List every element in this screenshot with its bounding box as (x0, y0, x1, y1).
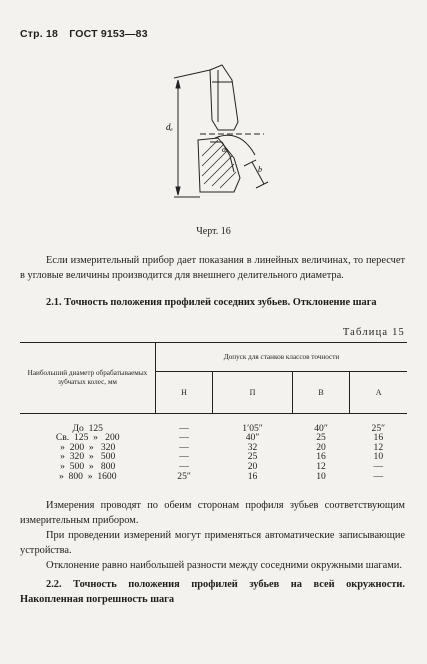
gear-cross-section-drawing (160, 60, 280, 220)
cell-h: — (179, 432, 189, 444)
paragraph-text: Отклонение равно наибольшей разности между соседними окружными шагами. (46, 560, 402, 571)
standard-number: ГОСТ 9153—83 (69, 28, 148, 40)
cell-v: 12 (316, 460, 326, 472)
cell-h: — (179, 451, 189, 463)
cell-a: 25″ (371, 422, 386, 434)
cell-a: 12 (373, 441, 384, 453)
row-diameter: » 500 » 800 (60, 460, 116, 472)
row-diameter: Св. 125 » 200 (55, 432, 120, 444)
section-hatching (202, 140, 236, 188)
angle-arc (215, 135, 255, 155)
section-2-2-heading (20, 577, 405, 607)
cell-h: — (179, 441, 189, 453)
cell-v: 25 (316, 432, 326, 444)
class-header: А (350, 372, 407, 414)
row-diameter: » 320 » 500 (60, 451, 116, 463)
column-header-diameter: Наибольший диаметр обрабатываемых зубчатых колес, мм (20, 343, 155, 414)
cell-v: 40″ (314, 422, 328, 434)
gear-upper-section (210, 65, 238, 130)
cell-v: 16 (316, 451, 326, 463)
cell-v: 10 (316, 470, 326, 482)
page-header (20, 28, 156, 40)
cell-p: 20 (247, 460, 258, 472)
cell-a: 10 (373, 451, 384, 463)
row-diameter: До 125 (72, 422, 103, 434)
section-heading-text: 2.1. Точность положения профилей соседних зубьев. Отклонение шага (46, 297, 377, 308)
class-header: П (213, 372, 293, 414)
tolerance-table (20, 342, 407, 481)
column-group-header: Допуск для станков классов точности (155, 343, 407, 372)
paragraph-text: Измерения проводят по обеим сторонам профиля зубьев соответствующим измерительным прибором. (20, 500, 405, 526)
cell-a: 16 (373, 432, 384, 444)
label-alpha: α (222, 145, 227, 154)
row-diameter: » 200 » 320 (60, 441, 116, 453)
cell-h: — (179, 422, 189, 434)
class-header: Н (155, 372, 212, 414)
cell-p: 25 (247, 451, 258, 463)
cell-h: — (179, 460, 189, 472)
page-number: Стр. 18 (20, 28, 59, 40)
cell-a: — (373, 460, 384, 472)
cell-p: 1′05″ (242, 422, 263, 434)
paragraph-measurements (20, 498, 405, 573)
paragraph-recalculation (20, 253, 405, 283)
row-diameter: » 800 » 1600 (58, 470, 117, 482)
label-d: dₑ (166, 122, 173, 132)
paragraph-text: При проведении измерений могут применяться автоматические записывающие устройства. (20, 530, 405, 556)
cell-p: 32 (247, 441, 258, 453)
cell-h: 25″ (177, 470, 191, 482)
cell-a: — (373, 470, 384, 482)
table-row (20, 472, 407, 482)
table-title: Таблица 15 (342, 327, 405, 338)
section-heading-text: 2.2. Точность положения профилей зубьев на всей окружности. Накопленная погрешность шага (20, 579, 405, 605)
paragraph-text: Если измерительный прибор дает показания в линейных величинах, то пересчет в угловые величины производится для внешнего делительного диаметра. (20, 255, 405, 281)
figure-caption: Черт. 16 (196, 226, 231, 237)
cell-p: 16 (247, 470, 258, 482)
label-b: b (258, 165, 262, 174)
cell-v: 20 (316, 441, 326, 453)
section-2-1-heading (20, 295, 405, 310)
cell-p: 40″ (245, 432, 260, 444)
class-header: В (292, 372, 349, 414)
